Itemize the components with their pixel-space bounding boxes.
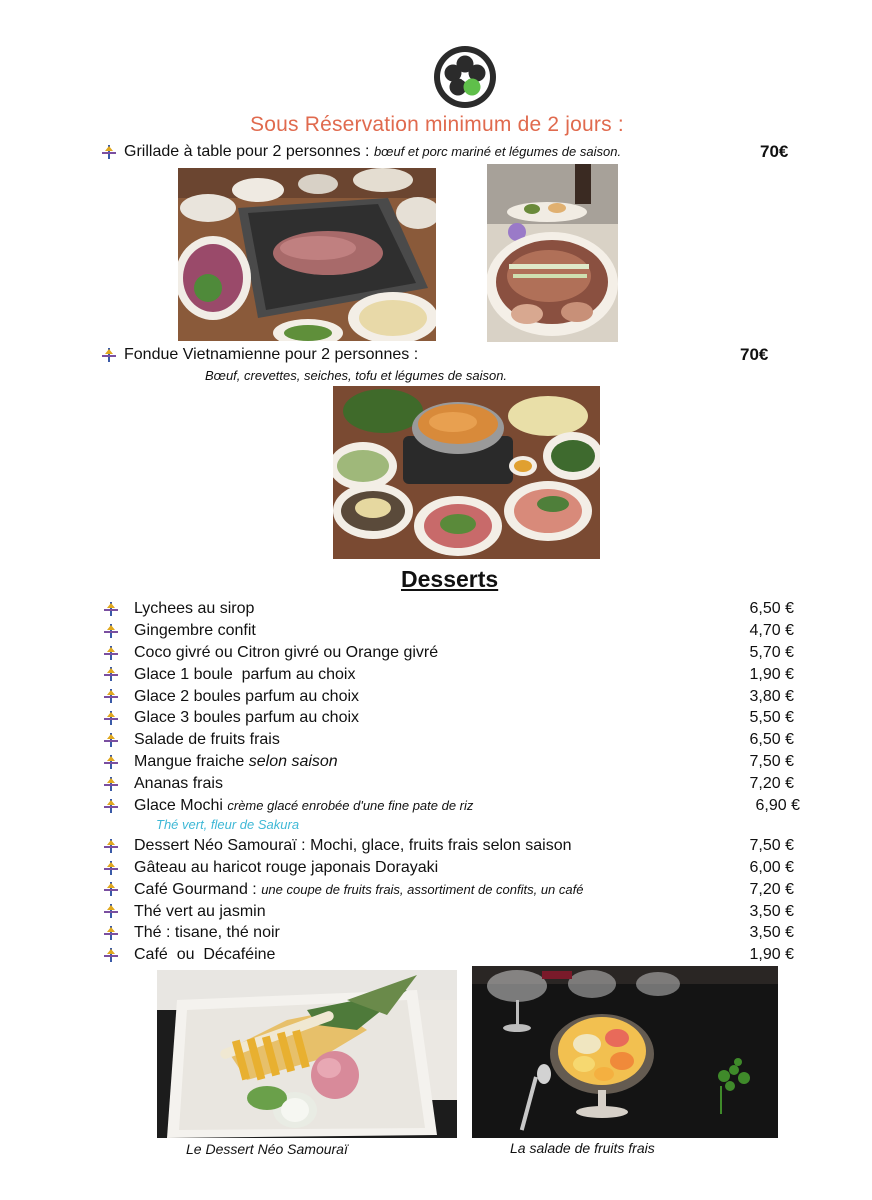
item-price: 3,50 € bbox=[749, 902, 794, 920]
mochi-flavors-note: Thé vert, fleur de Sakura bbox=[156, 816, 300, 832]
item-label: Café ou Décaféine bbox=[134, 946, 276, 964]
bullet-cross-icon bbox=[104, 646, 118, 660]
list-item bbox=[102, 857, 802, 879]
item-label: Dessert Néo Samouraï : Mochi, glace, fruits frais selon saison bbox=[134, 836, 572, 854]
bullet-cross-icon bbox=[104, 667, 118, 681]
list-item bbox=[102, 664, 802, 686]
list-item bbox=[102, 729, 802, 751]
item-label: Mangue fraiche bbox=[134, 753, 245, 771]
item-label: Gingembre confit bbox=[134, 621, 256, 639]
bullet-cross-icon bbox=[104, 839, 118, 853]
item-price: 1,90 € bbox=[749, 946, 794, 964]
desserts-list bbox=[102, 598, 802, 966]
bullet-cross-icon bbox=[104, 861, 118, 875]
item-label: Grillade à table pour 2 personnes bbox=[124, 143, 361, 160]
item-extra: crème glacé enrobée d'une fine pate de riz bbox=[227, 798, 474, 814]
item-label: Glace Mochi bbox=[134, 797, 223, 815]
item-label: Ananas frais bbox=[134, 775, 223, 793]
item-extra: selon saison bbox=[248, 753, 338, 771]
caption-fruit-salad: La salade de fruits frais bbox=[510, 1140, 655, 1156]
item-price: 4,70 € bbox=[749, 621, 794, 639]
bullet-cross-icon bbox=[104, 948, 118, 962]
list-item bbox=[102, 944, 802, 966]
bullet-cross-icon bbox=[104, 799, 118, 813]
item-price: 7,50 € bbox=[749, 836, 794, 854]
list-item bbox=[102, 642, 802, 664]
bullet-cross-icon bbox=[102, 348, 116, 362]
bullet-cross-icon bbox=[104, 624, 118, 638]
item-price: 3,80 € bbox=[749, 687, 794, 705]
menu-item-fondue bbox=[102, 346, 418, 364]
item-price: 6,90 € bbox=[755, 797, 800, 815]
list-item bbox=[102, 707, 802, 729]
list-item bbox=[102, 901, 802, 923]
item-price: 6,50 € bbox=[749, 731, 794, 749]
photo-dessert-neo-samourai bbox=[157, 970, 457, 1138]
item-description: bœuf et porc mariné et légumes de saison. bbox=[373, 144, 622, 159]
list-item bbox=[102, 879, 802, 901]
item-price: 3,50 € bbox=[749, 924, 794, 942]
bullet-cross-icon bbox=[104, 904, 118, 918]
item-label: Salade de fruits frais bbox=[134, 731, 280, 749]
list-item bbox=[102, 686, 802, 708]
photo-grillade-table bbox=[178, 168, 436, 341]
bullet-cross-icon bbox=[102, 145, 116, 159]
item-label: Glace 2 boules parfum au choix bbox=[134, 687, 360, 705]
bullet-cross-icon bbox=[104, 689, 118, 703]
item-price: 6,00 € bbox=[749, 858, 794, 876]
item-label: Thé : tisane, thé noir bbox=[134, 924, 280, 942]
item-price: 1,90 € bbox=[749, 665, 794, 683]
reservation-heading: Sous Réservation minimum de 2 jours : bbox=[250, 113, 624, 136]
item-description: Bœuf, crevettes, seiches, tofu et légumes de saison. bbox=[205, 368, 508, 383]
caption-neo-samourai: Le Dessert Néo Samouraï bbox=[186, 1141, 348, 1157]
item-price: 7,20 € bbox=[749, 775, 794, 793]
photo-grillade-plate bbox=[487, 164, 618, 342]
list-item bbox=[102, 795, 802, 817]
item-price: 5,50 € bbox=[749, 709, 794, 727]
photo-fondue bbox=[333, 386, 600, 559]
list-item bbox=[102, 751, 802, 773]
list-item bbox=[102, 620, 802, 642]
bullet-cross-icon bbox=[104, 882, 118, 896]
item-extra: une coupe de fruits frais, assortiment de confits, un café bbox=[261, 881, 584, 897]
item-label: Café Gourmand : bbox=[134, 880, 257, 898]
logo-flower-icon bbox=[432, 44, 498, 110]
item-label: Gâteau au haricot rouge japonais Dorayaki bbox=[134, 858, 439, 876]
list-item bbox=[102, 835, 802, 857]
item-price: 70€ bbox=[740, 345, 769, 364]
bullet-cross-icon bbox=[104, 926, 118, 940]
bullet-cross-icon bbox=[104, 733, 118, 747]
bullet-cross-icon bbox=[104, 602, 118, 616]
item-price: 6,50 € bbox=[749, 600, 794, 617]
item-price: 5,70 € bbox=[749, 643, 794, 661]
bullet-cross-icon bbox=[104, 777, 118, 791]
bullet-cross-icon bbox=[104, 711, 118, 725]
menu-item-grillade: Grillade à table pour 2 personnes : bœuf et porc mariné et légumes de saison. bbox=[102, 143, 621, 161]
item-label: Thé vert au jasmin bbox=[134, 902, 266, 920]
bullet-cross-icon bbox=[104, 755, 118, 769]
item-label: Glace 3 boules parfum au choix bbox=[134, 709, 360, 727]
list-item bbox=[102, 922, 802, 944]
item-label: Coco givré ou Citron givré ou Orange givré bbox=[134, 643, 439, 661]
list-item bbox=[102, 598, 802, 620]
list-item bbox=[102, 773, 802, 795]
item-label: Glace 1 boule parfum au choix bbox=[134, 665, 356, 683]
item-price: 7,20 € bbox=[749, 880, 794, 898]
photo-fruit-salad bbox=[472, 966, 778, 1138]
item-label: Lychees au sirop bbox=[134, 600, 255, 617]
desserts-title: Desserts bbox=[401, 566, 499, 592]
item-price: 70€ bbox=[760, 142, 789, 161]
item-label: Fondue Vietnamienne pour 2 personnes : bbox=[124, 346, 419, 363]
item-price: 7,50 € bbox=[749, 753, 794, 771]
